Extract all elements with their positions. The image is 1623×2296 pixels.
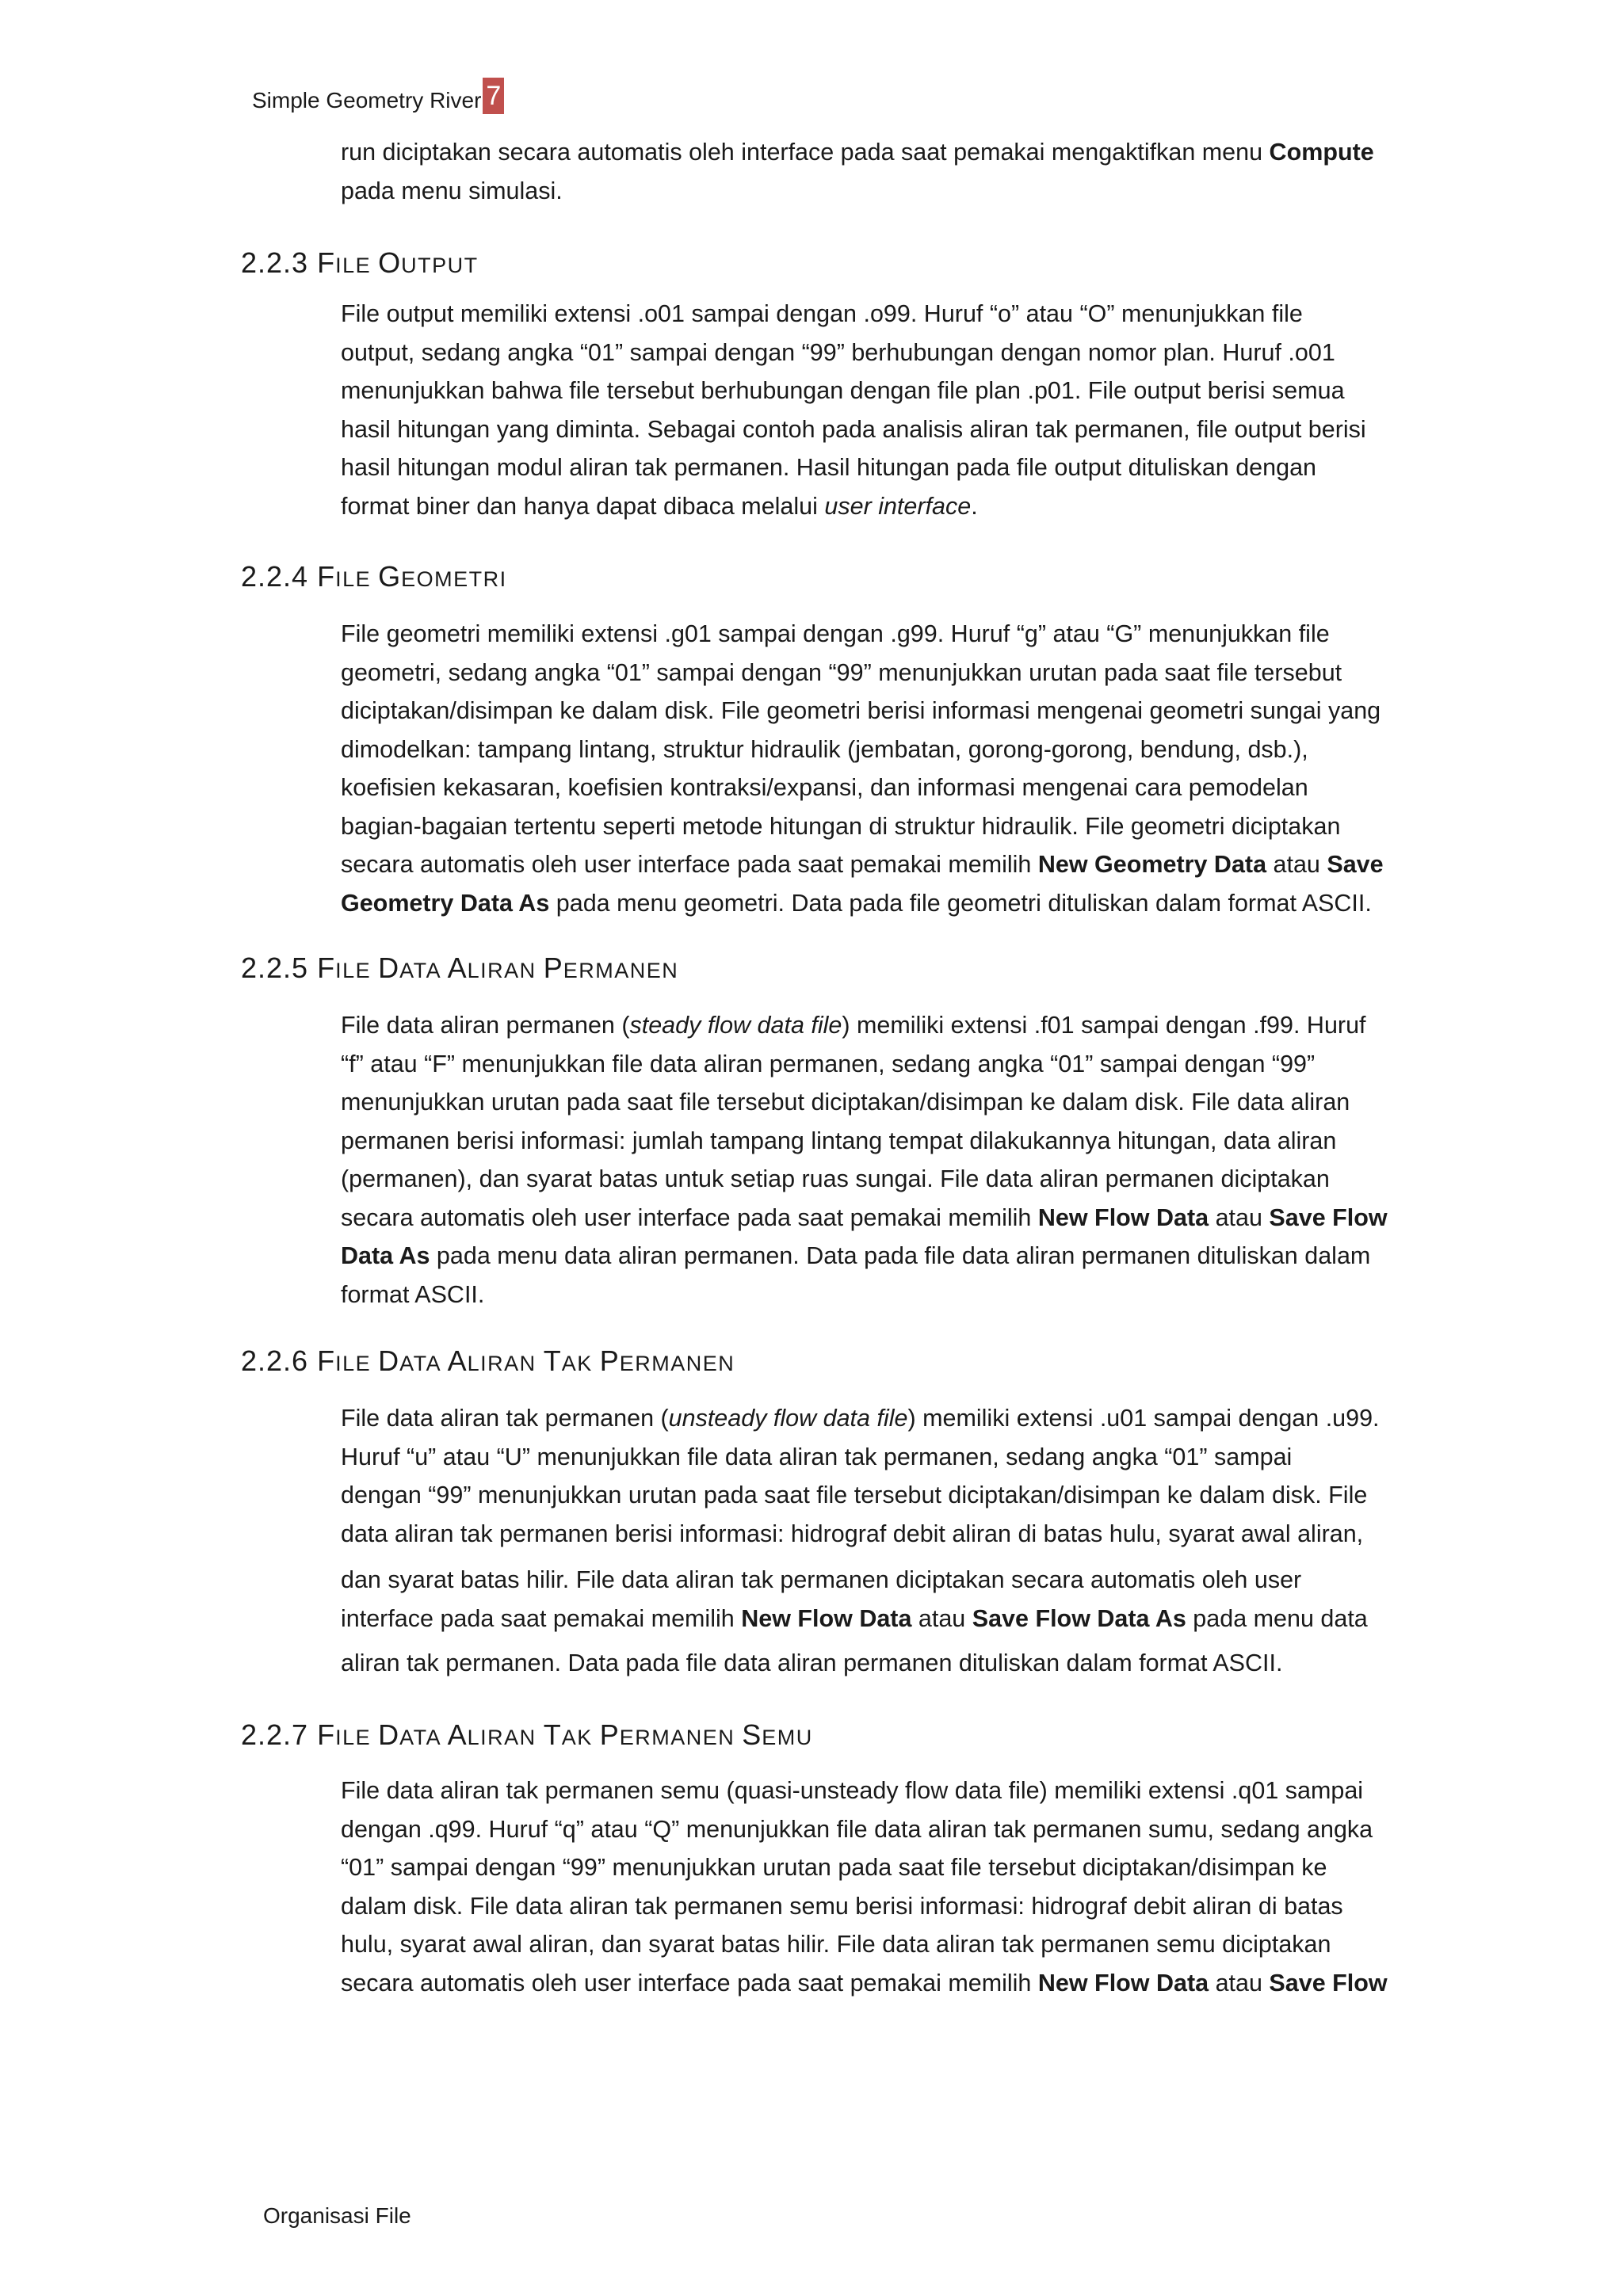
paragraph-line: hasil hitungan modul aliran tak permanen. Hasil hitungan pada file output dituliskan dengan xyxy=(341,454,1316,481)
paragraph-line: dimodelkan: tampang lintang, struktur hidraulik (jembatan, gorong-gorong, bendung, dsb.), xyxy=(341,735,1308,763)
section-heading-2-2-3: 2.2.3 FILE OUTPUT xyxy=(241,246,479,279)
page-number: 7 xyxy=(483,78,504,114)
paragraph-line: dengan .q99. Huruf “q” atau “Q” menunjukkan file data aliran tak permanen sumu, sedang angka xyxy=(341,1815,1373,1843)
intro-paragraph xyxy=(341,133,1434,210)
page-footer: Organisasi File xyxy=(263,2203,411,2228)
paragraph-line: format ASCII. xyxy=(341,1280,485,1308)
section-paragraph-2-2-7: File data aliran tak permanen semu (quasi-unsteady flow data file) memiliki extensi .q01 sampai dengan .q99. Huruf “q” atau “Q” menunjukkan file data aliran tak permanen sumu, sedang angka “01” sampai dengan “99” menunjukkan urutan pada saat file tersebut diciptakan/disimpan ke dalam disk. File data aliran tak permanen semu berisi informasi: hidrograf debit aliran di batas hulu, syarat awal aliran, dan syarat batas hilir. File data aliran tak permanen semu diciptakan secara automatis oleh user interface pada saat pemakai memilih New Flow Data atau Save Flow xyxy=(341,1772,1434,2002)
bold-term: Save Flow xyxy=(1269,1969,1388,1997)
paragraph-line: koefisien kekasaran, koefisien kontraksi/expansi, dan informasi mengenai cara pemodelan xyxy=(341,774,1308,801)
section-paragraph-2-2-5: File data aliran permanen (steady flow data file) memiliki extensi .f01 sampai dengan .f99. Huruf “f” atau “F” menunjukkan file data aliran permanen, sedang angka “01” sampai dengan “99” menunjukkan urutan pada saat file tersebut diciptakan/disimpan ke dalam disk. File data aliran permanen berisi informasi: jumlah tampang lintang tempat dilakukannya hitungan, data aliran (permanen), dan syarat batas untuk setiap ruas sungai. File data aliran permanen diciptakan secara automatis oleh user interface pada saat pemakai memilih New Flow Data atau Save Flow Data As pada menu data aliran permanen. Data pada file data aliran permanen dituliskan dalam format ASCII. xyxy=(341,1006,1434,1314)
section-heading-2-2-6: 2.2.6 FILE DATA ALIRAN TAK PERMANEN xyxy=(241,1344,735,1377)
paragraph-line: (permanen), dan syarat batas untuk setiap ruas sungai. File data aliran permanen diciptakan xyxy=(341,1165,1330,1192)
paragraph-line: Huruf “u” atau “U” menunjukkan file data aliran tak permanen, sedang angka “01” sampai xyxy=(341,1443,1293,1470)
paragraph-line: File data aliran tak permanen semu (quasi-unsteady flow data file) memiliki extensi .q01 sampai xyxy=(341,1777,1364,1804)
paragraph-line: hasil hitungan yang diminta. Sebagai contoh pada analisis aliran tak permanen, file output berisi xyxy=(341,415,1366,443)
paragraph-line: menunjukkan bahwa file tersebut berhubungan dengan file plan .p01. File output berisi semua xyxy=(341,377,1345,404)
paragraph-line: dengan “99” menunjukkan urutan pada saat file tersebut diciptakan/disimpan ke dalam disk. File xyxy=(341,1482,1368,1508)
section-heading-2-2-4: 2.2.4 FILE GEOMETRI xyxy=(241,560,507,593)
section-paragraph-2-2-3: File output memiliki extensi .o01 sampai dengan .o99. Huruf “o” atau “O” menunjukkan file output, sedang angka “01” sampai dengan “99” berhubungan dengan nomor plan. Huruf .o01 menunjukkan bahwa file tersebut berhubungan dengan file plan .p01. File output berisi semua hasil hitungan yang diminta. Sebagai contoh pada analisis aliran tak permanen, file output berisi hasil hitungan modul aliran tak permanen. Hasil hitungan pada file output dituliskan dengan format biner dan hanya dapat dibaca melalui user interface. xyxy=(341,295,1434,525)
section-paragraph-2-2-4: File geometri memiliki extensi .g01 sampai dengan .g99. Huruf “g” atau “G” menunjukkan file geometri, sedang angka “01” sampai dengan “99” menunjukkan urutan pada saat file tersebut diciptakan/disimpan ke dalam disk. File geometri berisi informasi mengenai geometri sungai yang dimodelkan: tampang lintang, struktur hidraulik (jembatan, gorong-gorong, bendung, dsb.), koefisien kekasaran, koefisien kontraksi/expansi, dan informasi mengenai cara pemodelan bagian-bagaian tertentu seperti metode hitungan di struktur hidraulik. File geometri diciptakan secara automatis oleh user interface pada saat pemakai memilih New Geometry Data atau Save Geometry Data As pada menu geometri. Data pada file geometri dituliskan dalam format ASCII. xyxy=(341,615,1434,922)
compute-menu-term: Compute xyxy=(1269,139,1374,166)
bold-term: Data As xyxy=(341,1242,430,1269)
bold-term: New Flow Data xyxy=(741,1604,912,1632)
paragraph-line: bagian-bagaian tertentu seperti metode hitungan di struktur hidraulik. File geometri diciptakan xyxy=(341,812,1341,840)
paragraph-line: File geometri memiliki extensi .g01 sampai dengan .g99. Huruf “g” atau “G” menunjukkan file xyxy=(341,620,1330,647)
paragraph-line: output, sedang angka “01” sampai dengan “99” berhubungan dengan nomor plan. Huruf .o01 xyxy=(341,338,1335,366)
intro-line-2: pada menu simulasi. xyxy=(341,177,563,204)
paragraph-line: File output memiliki extensi .o01 sampai dengan .o99. Huruf “o” atau “O” menunjukkan file xyxy=(341,300,1303,327)
italic-term: unsteady flow data file xyxy=(668,1405,908,1432)
italic-term: steady flow data file xyxy=(629,1012,842,1039)
paragraph-line: dan syarat batas hilir. File data aliran tak permanen diciptakan secara automatis oleh user xyxy=(341,1566,1302,1593)
section-heading-2-2-5: 2.2.5 FILE DATA ALIRAN PERMANEN xyxy=(241,952,679,984)
paragraph-line: “f” atau “F” menunjukkan file data aliran permanen, sedang angka “01” sampai dengan “99” xyxy=(341,1050,1316,1077)
italic-term: user interface xyxy=(824,492,972,520)
bold-term: Save Flow xyxy=(1269,1203,1388,1231)
bold-term: New Geometry Data xyxy=(1037,851,1267,878)
paragraph-line: hulu, syarat awal aliran, dan syarat batas hilir. File data aliran tak permanen semu diciptakan xyxy=(341,1931,1331,1958)
paragraph-line: geometri, sedang angka “01” sampai dengan “99” menunjukkan urutan pada saat file tersebut xyxy=(341,658,1342,686)
running-title: Simple Geometry River xyxy=(252,88,482,113)
paragraph-line: format biner dan hanya dapat dibaca melalui xyxy=(341,492,825,520)
bold-term: New Flow Data xyxy=(1037,1203,1209,1231)
bold-term: New Flow Data xyxy=(1037,1969,1209,1997)
bold-term: Geometry Data As xyxy=(341,889,550,917)
page-header xyxy=(252,78,504,114)
paragraph-line: permanen berisi informasi: jumlah tampang lintang tempat dilakukannya hitungan, data aliran xyxy=(341,1127,1337,1154)
paragraph-line: dalam disk. File data aliran tak permanen semu berisi informasi: hidrograf debit aliran di batas xyxy=(341,1892,1343,1920)
bold-term: Save xyxy=(1327,851,1384,878)
paragraph-line: aliran tak permanen. Data pada file data aliran permanen dituliskan dalam format ASCII. xyxy=(341,1650,1283,1676)
intro-line-1: run diciptakan secara automatis oleh interface pada saat pemakai mengaktifkan menu xyxy=(341,139,1270,166)
section-heading-2-2-7: 2.2.7 FILE DATA ALIRAN TAK PERMANEN SEMU xyxy=(241,1718,813,1751)
paragraph-line: diciptakan/disimpan ke dalam disk. File geometri berisi informasi mengenai geometri sungai yang xyxy=(341,697,1381,724)
section-paragraph-2-2-6: File data aliran tak permanen (unsteady flow data file) memiliki extensi .u01 sampai dengan .u99. Huruf “u” atau “U” menunjukkan file data aliran tak permanen, sedang angka “01” sampai dengan “99” menunjukkan urutan pada saat file tersebut diciptakan/disimpan ke dalam disk. File data aliran tak permanen berisi informasi: hidrograf debit aliran di batas hulu, syarat awal aliran, dan syarat batas hilir. File data aliran tak permanen diciptakan secara automatis oleh user interface pada saat pemakai memilih New Flow Data atau Save Flow Data As pada menu data aliran tak permanen. Data pada file data aliran permanen dituliskan dalam format ASCII. xyxy=(341,1399,1434,1683)
paragraph-line: data aliran tak permanen berisi informasi: hidrograf debit aliran di batas hulu, syarat awal aliran, xyxy=(341,1520,1364,1547)
paragraph-line: menunjukkan urutan pada saat file tersebut diciptakan/disimpan ke dalam disk. File data aliran xyxy=(341,1089,1350,1116)
paragraph-line: “01” sampai dengan “99” menunjukkan urutan pada saat file tersebut diciptakan/disimpan ke xyxy=(341,1854,1327,1881)
bold-term: Save Flow Data As xyxy=(972,1604,1186,1632)
